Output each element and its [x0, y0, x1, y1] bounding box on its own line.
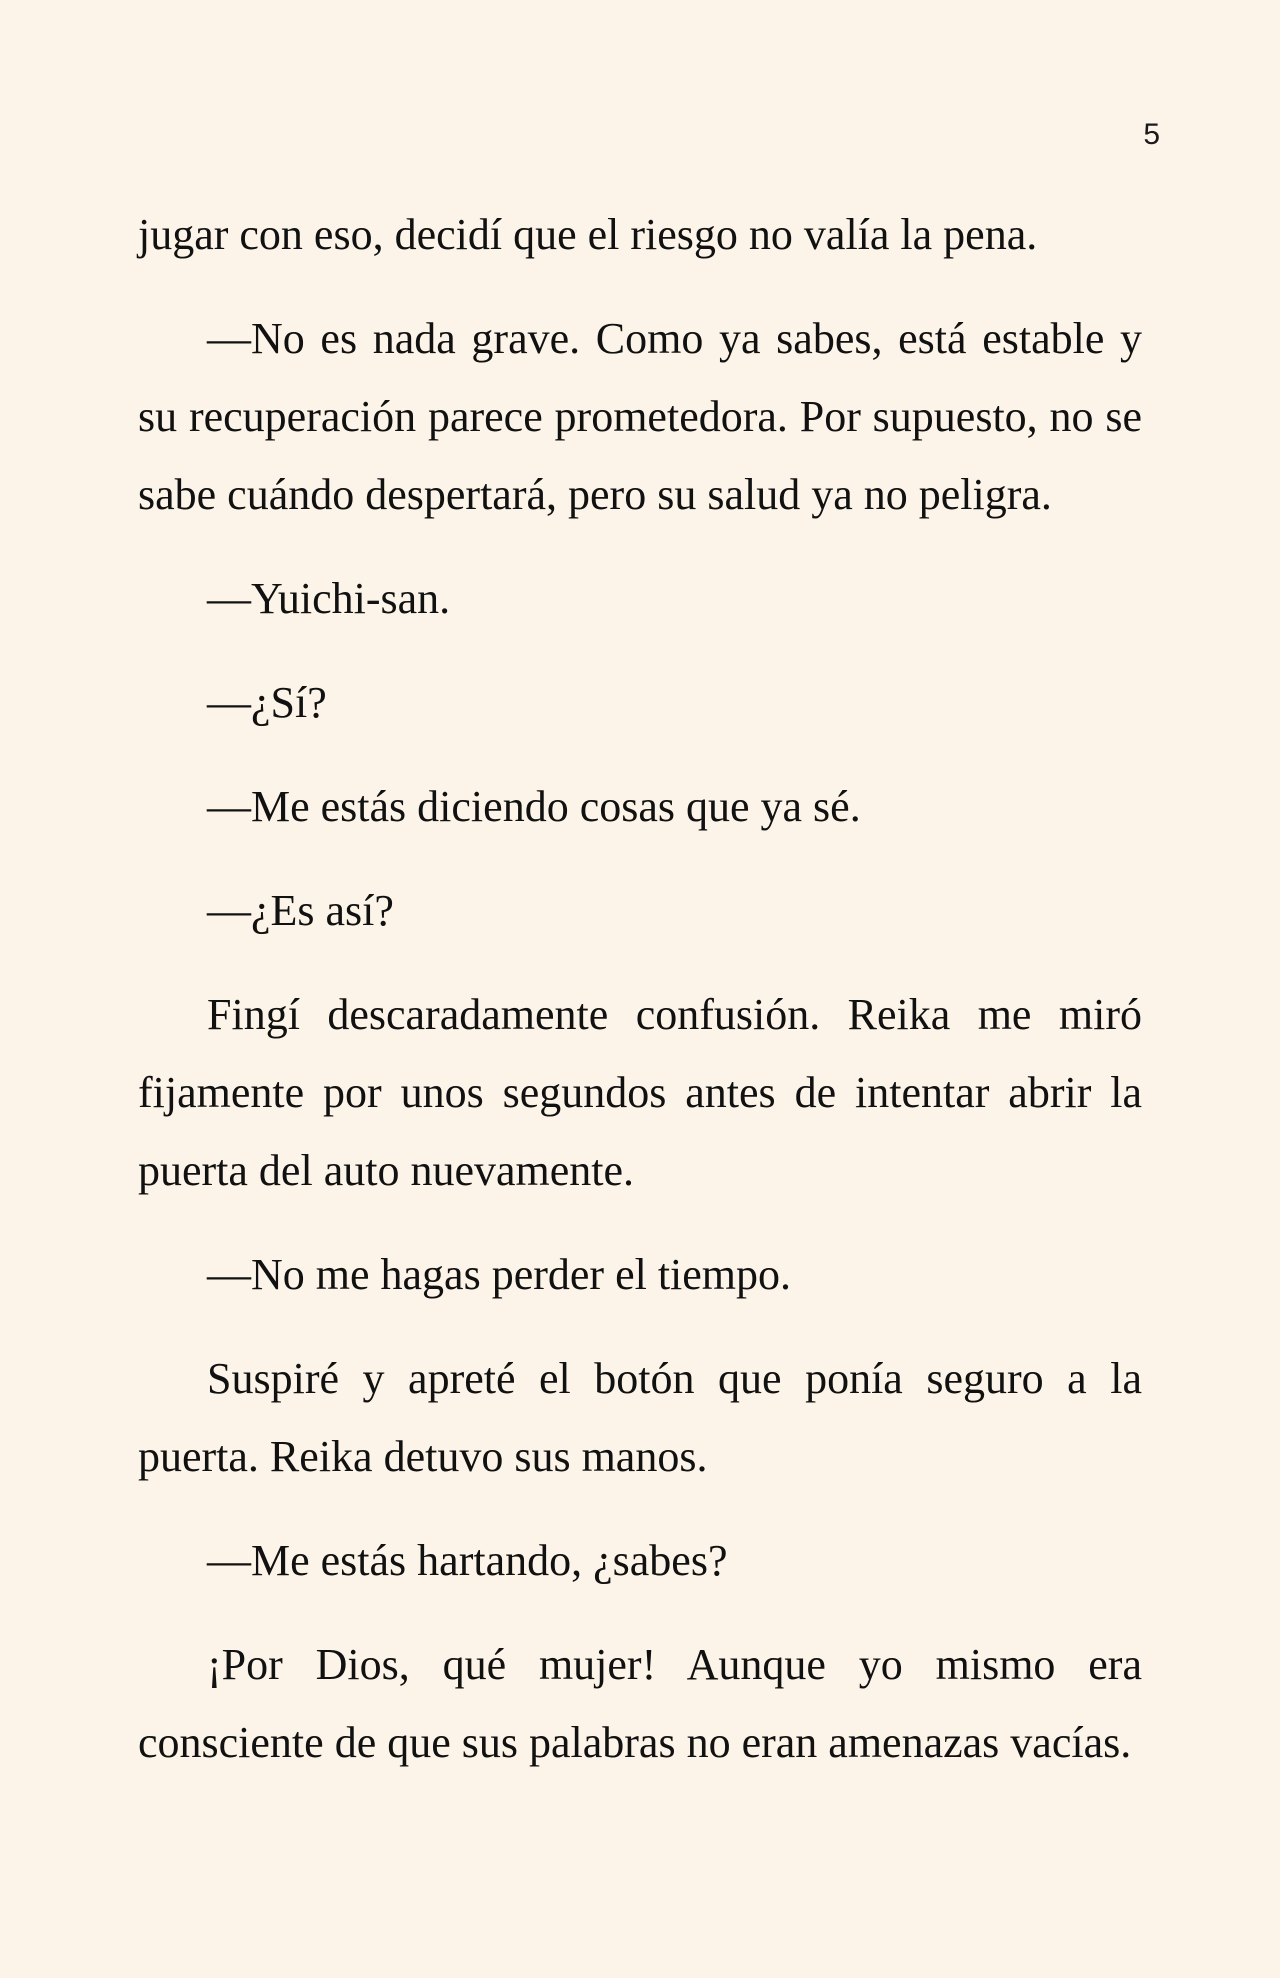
paragraph-6: —¿Es así?: [207, 886, 394, 935]
paragraph-9: Suspiré y apreté el botón que ponía seguro a la puerta. Reika detuvo sus manos.: [138, 1354, 1142, 1481]
paragraph-10: —Me estás hartando, ¿sabes?: [207, 1536, 728, 1585]
page-number: 5: [1143, 118, 1160, 151]
paragraph-11: ¡Por Dios, qué mujer! Aunque yo mismo era consciente de que sus palabras no eran amenazas vacías.: [138, 1640, 1142, 1767]
paragraph-3: —Yuichi-san.: [207, 574, 451, 623]
paragraph-2: —No es nada grave. Como ya sabes, está estable y su recuperación parece prometedora. Por supuesto, no se sabe cuándo despertará, pero su salud ya no peligra.: [138, 314, 1142, 519]
paragraph-7: Fingí descaradamente confusión. Reika me miró fijamente por unos segundos antes de intentar abrir la puerta del auto nuevamente.: [138, 990, 1142, 1195]
paragraph-5: —Me estás diciendo cosas que ya sé.: [207, 782, 861, 831]
paragraph-8: —No me hagas perder el tiempo.: [207, 1250, 792, 1299]
paragraph-1: jugar con eso, decidí que el riesgo no valía la pena.: [138, 210, 1038, 259]
paragraph-4: —¿Sí?: [207, 678, 327, 727]
body-text: [138, 196, 1142, 1808]
